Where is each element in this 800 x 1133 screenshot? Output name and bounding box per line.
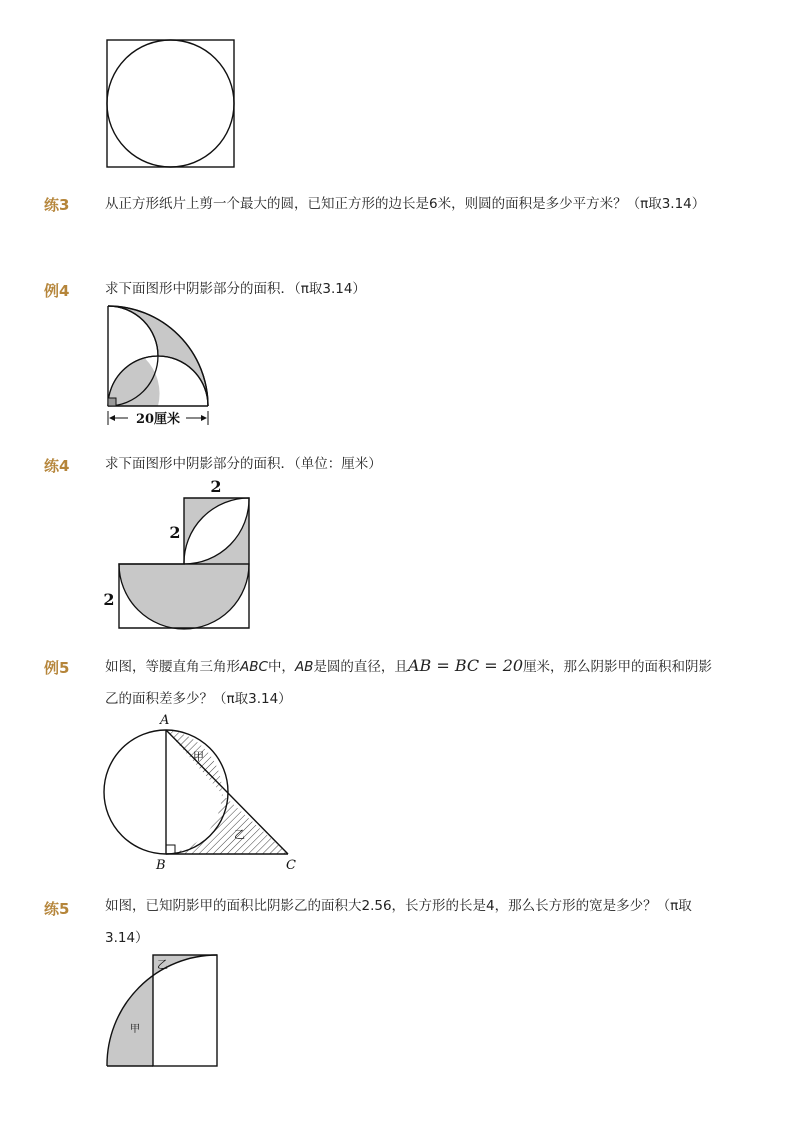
jia-label: 甲 bbox=[193, 750, 204, 763]
problem-tag-lian3: 练3 bbox=[44, 196, 70, 214]
point-b-label: B bbox=[156, 858, 166, 873]
problem-tag-li5: 例5 bbox=[44, 659, 70, 677]
jia-label-lian5: 甲 bbox=[130, 1024, 140, 1035]
problem-text-lian3: 从正方形纸片上剪一个最大的圆，已知正方形的边长是6米，则圆的面积是多少平方米？（π取3.14） bbox=[105, 196, 706, 212]
problem-text-lian4: 求下面图形中阴影部分的面积．（单位：厘米） bbox=[105, 456, 382, 472]
dim-arrowhead-left bbox=[109, 415, 115, 421]
inscribed-circle bbox=[107, 40, 234, 167]
l-shape-figure bbox=[98, 474, 278, 634]
square-circle-figure bbox=[100, 34, 240, 174]
label-left-2: 2 bbox=[103, 590, 115, 609]
label-mid-2: 2 bbox=[169, 523, 181, 542]
right-angle-marker bbox=[108, 398, 116, 406]
point-c-label: C bbox=[286, 858, 296, 873]
label-top-2: 2 bbox=[210, 477, 222, 496]
li5-text-b: 中， bbox=[267, 659, 295, 675]
point-a-label: A bbox=[160, 713, 170, 728]
li5-text-c: 是圆的直径，且 bbox=[313, 659, 408, 675]
problem-tag-li4: 例4 bbox=[44, 282, 70, 300]
right-angle-b bbox=[166, 845, 175, 854]
quarter-circle-figure bbox=[100, 300, 220, 430]
problem-tag-lian4: 练4 bbox=[44, 457, 70, 475]
li5-text-a: 如图，等腰直角三角形 bbox=[105, 659, 240, 675]
yi-label-lian5: 乙 bbox=[157, 958, 168, 971]
li5-equation: AB = BC = 20 bbox=[407, 656, 524, 675]
problem-tag-lian5: 练5 bbox=[44, 900, 70, 918]
li5-text-d: 厘米，那么阴影甲的面积和阴影乙的面积差多少？（π取3.14） bbox=[105, 659, 713, 707]
shaded-semicircle bbox=[119, 564, 249, 629]
problem-text-li4: 求下面图形中阴影部分的面积．（π取3.14） bbox=[105, 281, 366, 297]
rectangle-quarter-figure bbox=[100, 948, 230, 1073]
li5-abc: ABC bbox=[240, 659, 268, 675]
triangle-circle-figure bbox=[100, 712, 310, 872]
rectangle bbox=[153, 955, 217, 1066]
li5-ab: AB bbox=[294, 659, 314, 675]
problem-text-lian5: 如图，已知阴影甲的面积比阴影乙的面积大2.56，长方形的长是4，那么长方形的宽是多少？（π取3.14） bbox=[105, 898, 692, 946]
dim-arrowhead-right bbox=[201, 415, 207, 421]
shaded-region-jia bbox=[107, 976, 153, 1066]
problem-text-li5 bbox=[105, 650, 725, 715]
dim-label-20cm: 20厘米 bbox=[135, 412, 181, 427]
yi-label: 乙 bbox=[234, 828, 245, 841]
